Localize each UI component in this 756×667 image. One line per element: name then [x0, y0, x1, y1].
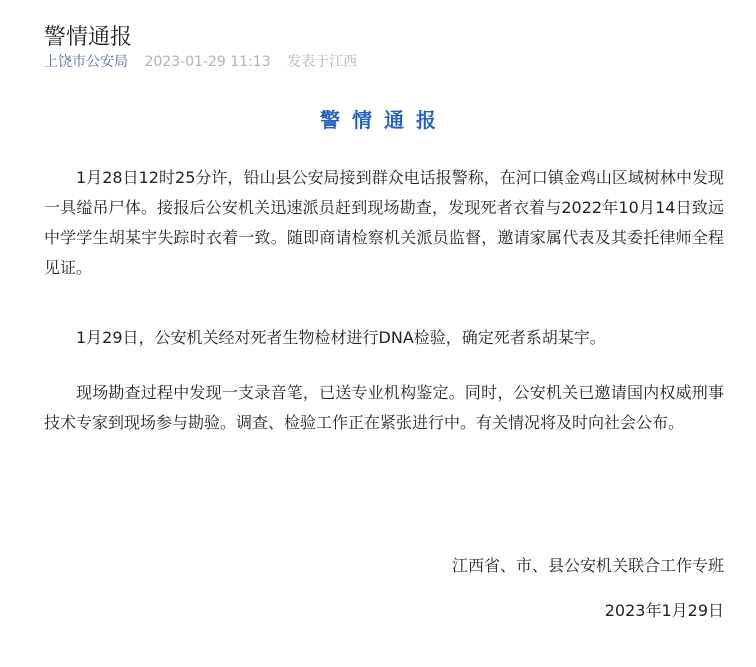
author-link[interactable]: 上饶市公安局 — [44, 54, 128, 70]
issue-date: 2023年1月29日 — [604, 601, 724, 620]
notice-heading: 警情通报 — [320, 108, 448, 132]
notice-paragraph-1: 1月28日12时25分许，铅山县公安局接到群众电话报警称，在河口镇金鸡山区域树林中发现一具缢吊尸体。接报后公安机关迅速派员赶到现场勘查，发现死者衣着与2022年10月14日致远中学学生胡某宇失踪时衣着一致。随即商请检察机关派员监督，邀请家属代表及其委托律师全程见证。 — [44, 168, 724, 277]
issuing-unit: 江西省、市、县公安机关联合工作专班 — [451, 556, 724, 575]
notice-paragraph-2: 1月29日，公安机关经对死者生物检材进行DNA检验，确定死者系胡某宇。 — [76, 328, 606, 347]
notice-paragraph-3: 现场勘查过程中发现一支录音笔，已送专业机构鉴定。同时，公安机关已邀请国内权威刑事技术专家到现场参与勘验。调查、检验工作正在紧张进行中。有关情况将及时向社会公布。 — [44, 383, 724, 432]
article-meta — [44, 52, 357, 72]
publish-location: 发表于江西 — [287, 54, 358, 70]
publish-time: 2023-01-29 11:13 — [144, 54, 271, 70]
article-title: 警情通报 — [44, 24, 133, 50]
